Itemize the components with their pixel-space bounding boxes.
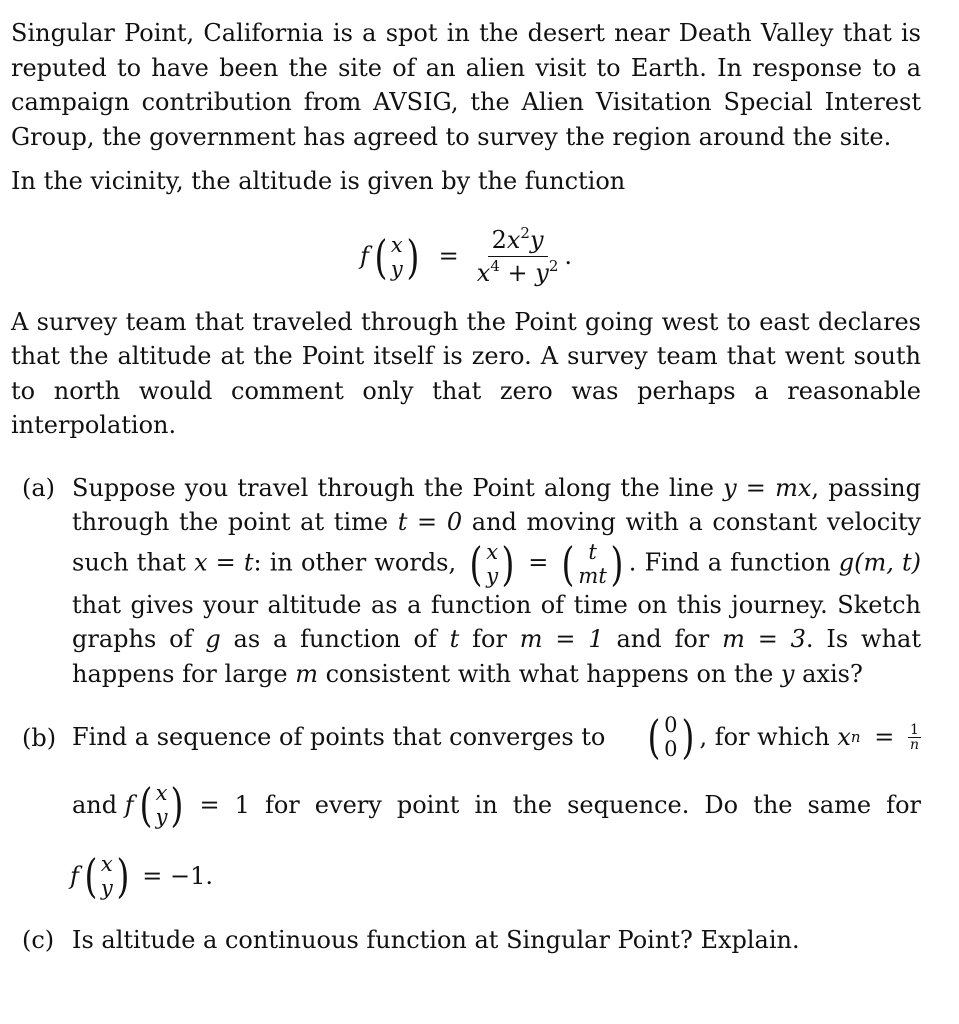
- left-paren-icon: (: [374, 229, 388, 284]
- one-over-n-fraction: $\frac{1}{n}$: [909, 721, 919, 753]
- function-intro-paragraph: In the vicinity, the altitude is given by the function: [11, 167, 626, 195]
- vector-x: x: [390, 232, 403, 257]
- right-paren-icon: ): [406, 229, 420, 284]
- part-b-xy-vector-2: ( x y ): [84, 849, 130, 903]
- part-b-zero-vector: ( 0 0 ): [647, 710, 694, 764]
- part-b-label: (b): [22, 724, 57, 752]
- part-a: (a) Suppose you travel through the Point along the line y = mx, passing through the point at time t = 0 and moving with a constant velocity such that x = t: in other words, ( x y ) = ( t mt ) . Find a function g(m, t) that gives your altitude as a function of time on this journey. Sketch graphs of g as a function of t for m = 1 and for m = 3. Is what happens for large m consistent with what happens on the y axis?: [11, 471, 921, 692]
- intro-paragraph: Singular Point, California is a spot in the desert near Death Valley that is reputed to have been the site of an alien visit to Earth. In response to a campaign contribution from AVSIG, the Alien Visitation Special Interest Group, the government has agreed to survey the region around the site.: [11, 19, 921, 151]
- formula-input-vector: [372, 229, 422, 284]
- formula-period: .: [564, 242, 572, 271]
- vector-y: y: [390, 256, 403, 281]
- formula-fraction: [473, 226, 563, 287]
- survey-paragraph: A survey team that traveled through the Point going west to east declares that the altitude at the Point itself is zero. A survey team that went south to north would comment only that zero was perhaps a reasonable interpolation.: [11, 307, 921, 439]
- part-a-right-vector: ( t mt ): [561, 536, 624, 591]
- formula-numerator: $2x^2y$: [488, 226, 548, 257]
- altitude-formula: [11, 217, 921, 297]
- formula-denominator: $x^4 + y^2$: [476, 257, 559, 287]
- part-c-text: Is altitude a continuous function at Singular Point? Explain.: [72, 926, 800, 954]
- formula-equals: =: [438, 242, 459, 271]
- part-c-label: (c): [22, 926, 55, 954]
- part-c: [11, 923, 921, 958]
- part-b-xy-vector: ( x y ): [139, 778, 184, 832]
- part-b: (b) Find a sequence of points that converges to ( 0 0 ) , for which x n = $\frac{1}{n}$ and f ( x y ) = 1 for every point in the sequence. Do the same for f ( x y ) = −1.: [22, 710, 921, 903]
- part-a-label: (a): [22, 473, 56, 502]
- part-a-left-vector: ( x y ): [469, 536, 515, 591]
- formula-f: f: [360, 242, 369, 271]
